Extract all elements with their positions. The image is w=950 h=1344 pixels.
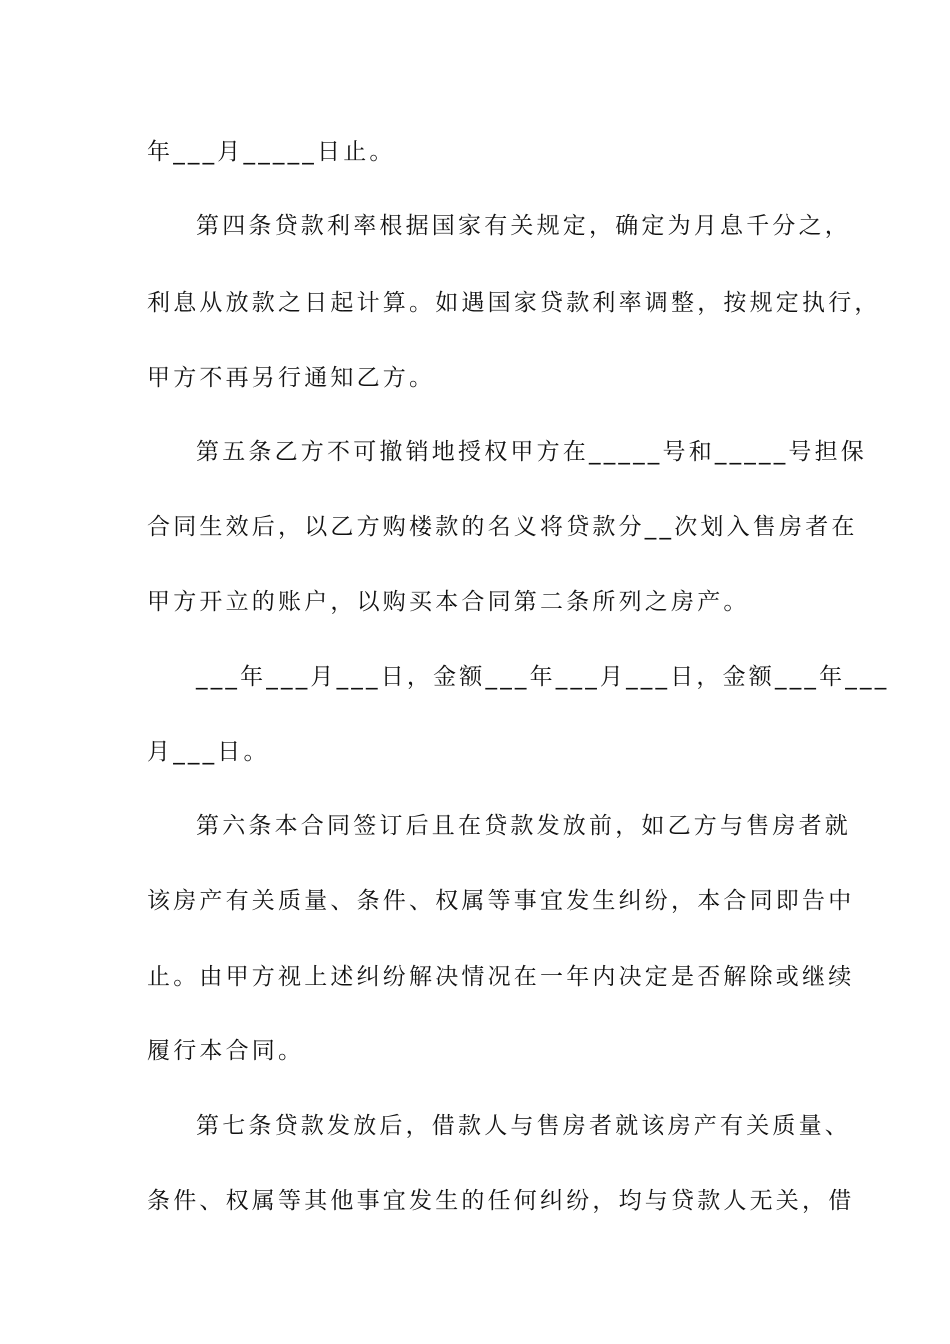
text-line: 月___日。 bbox=[147, 739, 270, 765]
text-line: ___年___月___日，金额___年___月___日，金额___年___ bbox=[196, 664, 890, 690]
text-line: 第六条本合同签订后且在贷款发放前，如乙方与售房者就 bbox=[196, 813, 851, 839]
text-line: 甲方不再另行通知乙方。 bbox=[147, 365, 436, 391]
text-line: 第七条贷款发放后，借款人与售房者就该房产有关质量、 bbox=[196, 1113, 851, 1139]
text-line: 第四条贷款利率根据国家有关规定，确定为月息千分之， bbox=[196, 213, 851, 239]
text-line: 年___月_____日止。 bbox=[147, 139, 396, 165]
text-line: 条件、权属等其他事宜发生的任何纠纷，均与贷款人无关，借 bbox=[147, 1188, 855, 1214]
text-line: 第五条乙方不可撤销地授权甲方在_____号和_____号担保 bbox=[196, 439, 867, 465]
text-line: 履行本合同。 bbox=[147, 1038, 305, 1064]
text-line: 合同生效后，以乙方购楼款的名义将贷款分__次划入售房者在 bbox=[147, 514, 858, 540]
text-line: 利息从放款之日起计算。如遇国家贷款利率调整，按规定执行， bbox=[147, 290, 881, 316]
text-line: 止。由甲方视上述纠纷解决情况在一年内决定是否解除或继续 bbox=[147, 964, 855, 990]
text-line: 甲方开立的账户，以购买本合同第二条所列之房产。 bbox=[147, 589, 750, 615]
text-line: 该房产有关质量、条件、权属等事宜发生纠纷，本合同即告中 bbox=[147, 888, 855, 914]
